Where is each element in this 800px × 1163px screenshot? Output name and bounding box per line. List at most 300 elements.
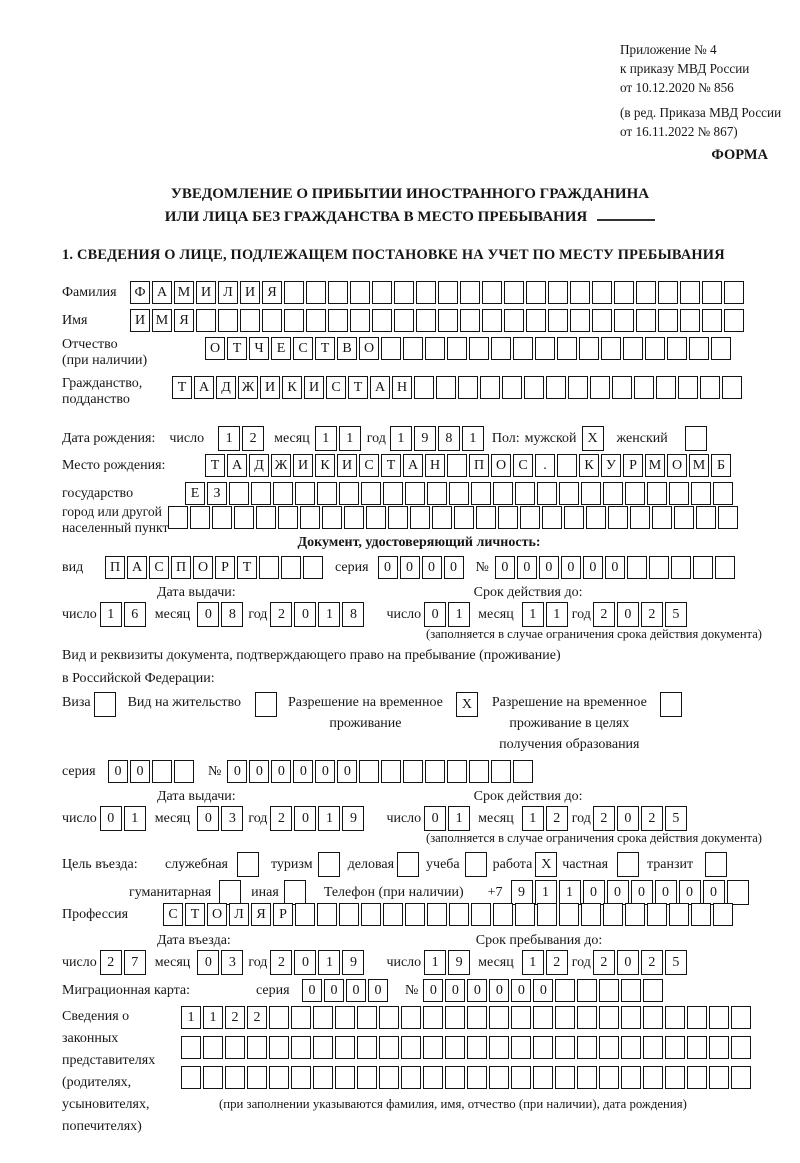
cell[interactable]: 2 — [242, 426, 264, 451]
cell[interactable] — [372, 309, 392, 332]
cell[interactable] — [665, 1006, 685, 1029]
cell[interactable]: К — [579, 454, 599, 477]
cell[interactable] — [617, 852, 639, 877]
cell[interactable]: М — [152, 309, 172, 332]
cell[interactable] — [388, 506, 408, 529]
stay-day-cells[interactable] — [424, 950, 470, 975]
cell[interactable] — [317, 482, 337, 505]
purpose-business-checkbox[interactable] — [397, 852, 419, 877]
cell[interactable]: 0 — [197, 602, 219, 627]
cell[interactable] — [643, 1006, 663, 1029]
cell[interactable] — [359, 760, 379, 783]
cell[interactable] — [403, 337, 423, 360]
cell[interactable]: Т — [185, 903, 205, 926]
cell[interactable]: 1 — [181, 1006, 201, 1029]
cell[interactable] — [680, 309, 700, 332]
cell[interactable]: Т — [237, 556, 257, 579]
cell[interactable] — [625, 903, 645, 926]
cell[interactable] — [709, 1036, 729, 1059]
cell[interactable] — [467, 1036, 487, 1059]
cell[interactable] — [322, 506, 342, 529]
cell[interactable] — [614, 281, 634, 304]
cell[interactable] — [432, 506, 452, 529]
cell[interactable]: 0 — [489, 979, 509, 1002]
cell[interactable] — [469, 760, 489, 783]
cell[interactable]: Р — [273, 903, 293, 926]
cell[interactable]: Л — [229, 903, 249, 926]
cell[interactable]: 1 — [535, 880, 557, 905]
cell[interactable]: Ж — [238, 376, 258, 399]
cell[interactable]: 9 — [511, 880, 533, 905]
purpose-work-checkbox[interactable] — [535, 852, 557, 877]
cell[interactable]: С — [326, 376, 346, 399]
cell[interactable]: П — [171, 556, 191, 579]
cell[interactable] — [702, 309, 722, 332]
cell[interactable] — [537, 903, 557, 926]
cell[interactable]: 0 — [583, 880, 605, 905]
cell[interactable]: 0 — [495, 556, 515, 579]
cell[interactable] — [665, 1036, 685, 1059]
doc-valid-year-cells[interactable] — [593, 602, 687, 627]
cell[interactable]: К — [282, 376, 302, 399]
cell[interactable] — [621, 979, 641, 1002]
cell[interactable] — [445, 1036, 465, 1059]
phone-cells[interactable] — [511, 880, 749, 905]
cell[interactable] — [564, 506, 584, 529]
cell[interactable] — [546, 376, 566, 399]
cell[interactable] — [381, 760, 401, 783]
cell[interactable]: 2 — [546, 806, 568, 831]
cell[interactable]: 1 — [100, 602, 122, 627]
cell[interactable]: 8 — [342, 602, 364, 627]
doc-valid-month-cells[interactable] — [522, 602, 568, 627]
cell[interactable]: 0 — [294, 602, 316, 627]
cell[interactable] — [621, 1066, 641, 1089]
cell[interactable] — [256, 506, 276, 529]
cell[interactable] — [555, 979, 575, 1002]
residence-permit-checkbox[interactable] — [255, 692, 277, 717]
cell[interactable] — [691, 903, 711, 926]
representatives-cells-2[interactable] — [181, 1036, 751, 1059]
cell[interactable]: У — [601, 454, 621, 477]
cell[interactable] — [335, 1006, 355, 1029]
cell[interactable] — [344, 506, 364, 529]
cell[interactable]: Т — [205, 454, 225, 477]
cell[interactable] — [300, 506, 320, 529]
cell[interactable] — [366, 506, 386, 529]
cell[interactable] — [520, 506, 540, 529]
cell[interactable] — [471, 903, 491, 926]
cell[interactable] — [427, 903, 447, 926]
cell[interactable] — [674, 506, 694, 529]
cell[interactable] — [313, 1036, 333, 1059]
cell[interactable] — [438, 309, 458, 332]
cell[interactable]: Т — [227, 337, 247, 360]
cell[interactable] — [652, 506, 672, 529]
cell[interactable]: Д — [249, 454, 269, 477]
visa-checkbox[interactable] — [94, 692, 116, 717]
cell[interactable]: 7 — [124, 950, 146, 975]
cell[interactable]: 8 — [438, 426, 460, 451]
cell[interactable] — [436, 376, 456, 399]
cell[interactable] — [317, 903, 337, 926]
cell[interactable] — [357, 1036, 377, 1059]
permit-number-cells[interactable] — [227, 760, 533, 783]
cell[interactable]: А — [403, 454, 423, 477]
permit-valid-day-cells[interactable] — [424, 806, 470, 831]
cell[interactable]: 2 — [641, 806, 663, 831]
edu-permit-checkbox[interactable] — [660, 692, 682, 717]
cell[interactable] — [291, 1036, 311, 1059]
cell[interactable]: 1 — [424, 950, 446, 975]
sex-male-checkbox[interactable] — [582, 426, 604, 451]
cell[interactable] — [458, 376, 478, 399]
entry-year-cells[interactable] — [270, 950, 364, 975]
cell[interactable] — [460, 309, 480, 332]
cell[interactable]: 0 — [607, 880, 629, 905]
cell[interactable]: 0 — [679, 880, 701, 905]
cell[interactable] — [700, 376, 720, 399]
cell[interactable] — [379, 1006, 399, 1029]
cell[interactable] — [350, 281, 370, 304]
cell[interactable] — [548, 281, 568, 304]
permit-issue-month-cells[interactable] — [197, 806, 243, 831]
cell[interactable] — [592, 281, 612, 304]
cell[interactable]: И — [293, 454, 313, 477]
purpose-humanitarian-checkbox[interactable] — [219, 880, 241, 905]
cell[interactable] — [491, 337, 511, 360]
cell[interactable]: Ф — [130, 281, 150, 304]
cell[interactable] — [727, 880, 749, 905]
cell[interactable]: 1 — [522, 950, 544, 975]
cell[interactable]: С — [149, 556, 169, 579]
cell[interactable] — [493, 903, 513, 926]
cell[interactable] — [281, 556, 301, 579]
cell[interactable] — [445, 1066, 465, 1089]
cell[interactable]: 0 — [424, 806, 446, 831]
cell[interactable]: 3 — [221, 806, 243, 831]
cell[interactable] — [394, 281, 414, 304]
birthplace-cells-3[interactable] — [168, 506, 738, 529]
cell[interactable] — [511, 1036, 531, 1059]
cell[interactable]: 0 — [368, 979, 388, 1002]
cell[interactable]: Е — [185, 482, 205, 505]
cell[interactable] — [612, 376, 632, 399]
cell[interactable] — [482, 309, 502, 332]
cell[interactable]: С — [163, 903, 183, 926]
cell[interactable]: 1 — [448, 806, 470, 831]
cell[interactable] — [669, 903, 689, 926]
permit-issue-day-cells[interactable] — [100, 806, 146, 831]
patronymic-cells[interactable] — [205, 337, 731, 360]
cell[interactable] — [313, 1006, 333, 1029]
cell[interactable]: 0 — [561, 556, 581, 579]
cell[interactable] — [447, 760, 467, 783]
cell[interactable]: 0 — [227, 760, 247, 783]
birthplace-cells-2[interactable] — [185, 482, 733, 505]
cell[interactable]: 0 — [583, 556, 603, 579]
purpose-private-checkbox[interactable] — [617, 852, 639, 877]
cell[interactable]: Р — [623, 454, 643, 477]
cell[interactable]: Н — [392, 376, 412, 399]
cell[interactable]: 0 — [294, 950, 316, 975]
cell[interactable] — [94, 692, 116, 717]
birth-month-cells[interactable] — [315, 426, 361, 451]
cell[interactable]: М — [645, 454, 665, 477]
cell[interactable] — [656, 376, 676, 399]
cell[interactable]: 2 — [225, 1006, 245, 1029]
cell[interactable] — [291, 1066, 311, 1089]
cell[interactable]: 0 — [271, 760, 291, 783]
cell[interactable] — [259, 556, 279, 579]
cell[interactable]: 1 — [522, 806, 544, 831]
cell[interactable] — [592, 309, 612, 332]
cell[interactable] — [731, 1006, 751, 1029]
permit-series-cells[interactable] — [108, 760, 194, 783]
cell[interactable] — [627, 556, 647, 579]
cell[interactable] — [284, 309, 304, 332]
birth-year-cells[interactable] — [390, 426, 484, 451]
cell[interactable]: 0 — [617, 806, 639, 831]
cell[interactable]: 0 — [617, 602, 639, 627]
permit-valid-year-cells[interactable] — [593, 806, 687, 831]
cell[interactable]: 1 — [318, 602, 340, 627]
cell[interactable]: 0 — [324, 979, 344, 1002]
cell[interactable] — [649, 556, 669, 579]
cell[interactable] — [397, 852, 419, 877]
cell[interactable] — [427, 482, 447, 505]
cell[interactable] — [581, 903, 601, 926]
cell[interactable] — [559, 482, 579, 505]
cell[interactable] — [291, 1006, 311, 1029]
purpose-transit-checkbox[interactable] — [705, 852, 727, 877]
cell[interactable]: А — [127, 556, 147, 579]
cell[interactable]: 0 — [424, 602, 446, 627]
sex-female-checkbox[interactable] — [685, 426, 707, 451]
cell[interactable] — [465, 852, 487, 877]
cell[interactable] — [372, 281, 392, 304]
cell[interactable] — [339, 482, 359, 505]
cell[interactable] — [383, 903, 403, 926]
cell[interactable]: И — [130, 309, 150, 332]
cell[interactable] — [731, 1036, 751, 1059]
cell[interactable]: 0 — [130, 760, 150, 783]
cell[interactable] — [339, 903, 359, 926]
cell[interactable]: 1 — [218, 426, 240, 451]
cell[interactable]: 0 — [249, 760, 269, 783]
cell[interactable] — [599, 1036, 619, 1059]
cell[interactable] — [586, 506, 606, 529]
cell[interactable]: М — [174, 281, 194, 304]
cell[interactable]: И — [196, 281, 216, 304]
cell[interactable] — [696, 506, 716, 529]
cell[interactable] — [423, 1066, 443, 1089]
cell[interactable] — [410, 506, 430, 529]
cell[interactable]: 0 — [294, 806, 316, 831]
entry-month-cells[interactable] — [197, 950, 243, 975]
cell[interactable]: А — [152, 281, 172, 304]
cell[interactable] — [678, 376, 698, 399]
cell[interactable]: И — [304, 376, 324, 399]
cell[interactable]: А — [370, 376, 390, 399]
cell[interactable] — [476, 506, 496, 529]
cell[interactable] — [313, 1066, 333, 1089]
cell[interactable] — [643, 1066, 663, 1089]
cell[interactable] — [174, 760, 194, 783]
cell[interactable] — [581, 482, 601, 505]
cell[interactable]: 0 — [517, 556, 537, 579]
cell[interactable]: 2 — [593, 602, 615, 627]
cell[interactable]: Я — [174, 309, 194, 332]
cell[interactable] — [240, 309, 260, 332]
cell[interactable]: 0 — [197, 806, 219, 831]
cell[interactable] — [383, 482, 403, 505]
cell[interactable] — [469, 337, 489, 360]
cell[interactable] — [603, 482, 623, 505]
cell[interactable] — [715, 556, 735, 579]
cell[interactable]: 1 — [390, 426, 412, 451]
cell[interactable] — [445, 1006, 465, 1029]
cell[interactable] — [526, 281, 546, 304]
cell[interactable]: 1 — [124, 806, 146, 831]
cell[interactable]: О — [207, 903, 227, 926]
cell[interactable] — [416, 309, 436, 332]
cell[interactable] — [658, 281, 678, 304]
cell[interactable] — [557, 454, 577, 477]
cell[interactable] — [403, 760, 423, 783]
cell[interactable] — [680, 281, 700, 304]
cell[interactable]: Т — [172, 376, 192, 399]
cell[interactable]: Е — [271, 337, 291, 360]
cell[interactable]: С — [359, 454, 379, 477]
cell[interactable]: 2 — [593, 950, 615, 975]
cell[interactable]: 2 — [270, 950, 292, 975]
cell[interactable] — [219, 880, 241, 905]
doc-kind-cells[interactable] — [105, 556, 323, 579]
cell[interactable]: 0 — [315, 760, 335, 783]
cell[interactable] — [555, 1006, 575, 1029]
birthplace-cells-1[interactable] — [205, 454, 731, 477]
cell[interactable] — [212, 506, 232, 529]
cell[interactable]: 0 — [346, 979, 366, 1002]
cell[interactable]: . — [535, 454, 555, 477]
cell[interactable] — [405, 903, 425, 926]
doc-valid-day-cells[interactable] — [424, 602, 470, 627]
cell[interactable] — [513, 760, 533, 783]
cell[interactable]: 2 — [100, 950, 122, 975]
cell[interactable]: 1 — [315, 426, 337, 451]
cell[interactable]: 5 — [665, 950, 687, 975]
representatives-cells-3[interactable] — [181, 1066, 751, 1089]
cell[interactable] — [318, 852, 340, 877]
migration-number-cells[interactable] — [423, 979, 663, 1002]
cell[interactable] — [303, 556, 323, 579]
cell[interactable] — [709, 1006, 729, 1029]
cell[interactable] — [718, 506, 738, 529]
cell[interactable] — [599, 1006, 619, 1029]
cell[interactable]: Т — [348, 376, 368, 399]
cell[interactable] — [647, 482, 667, 505]
cell[interactable] — [425, 337, 445, 360]
cell[interactable] — [537, 482, 557, 505]
cell[interactable] — [447, 454, 467, 477]
cell[interactable] — [480, 376, 500, 399]
cell[interactable] — [557, 337, 577, 360]
cell[interactable]: 2 — [593, 806, 615, 831]
cell[interactable]: 0 — [423, 979, 443, 1002]
cell[interactable] — [203, 1066, 223, 1089]
cell[interactable]: 6 — [124, 602, 146, 627]
cell[interactable] — [548, 309, 568, 332]
cell[interactable] — [489, 1006, 509, 1029]
cell[interactable] — [630, 506, 650, 529]
cell[interactable] — [603, 903, 623, 926]
cell[interactable] — [489, 1036, 509, 1059]
cell[interactable] — [471, 482, 491, 505]
cell[interactable]: 1 — [203, 1006, 223, 1029]
cell[interactable]: 2 — [270, 806, 292, 831]
cell[interactable] — [306, 309, 326, 332]
cell[interactable] — [555, 1036, 575, 1059]
cell[interactable] — [425, 760, 445, 783]
cell[interactable]: Я — [251, 903, 271, 926]
cell[interactable]: X — [582, 426, 604, 451]
cell[interactable] — [599, 1066, 619, 1089]
cell[interactable] — [381, 337, 401, 360]
cell[interactable] — [335, 1066, 355, 1089]
cell[interactable]: 0 — [100, 806, 122, 831]
cell[interactable] — [568, 376, 588, 399]
cell[interactable] — [482, 281, 502, 304]
cell[interactable] — [278, 506, 298, 529]
cell[interactable]: З — [207, 482, 227, 505]
doc-issue-year-cells[interactable] — [270, 602, 364, 627]
cell[interactable]: 0 — [337, 760, 357, 783]
representatives-cells-1[interactable] — [181, 1006, 751, 1029]
cell[interactable]: X — [535, 852, 557, 877]
cell[interactable] — [357, 1066, 377, 1089]
cell[interactable] — [438, 281, 458, 304]
cell[interactable]: Т — [315, 337, 335, 360]
cell[interactable]: 1 — [339, 426, 361, 451]
cell[interactable]: 9 — [342, 950, 364, 975]
cell[interactable] — [511, 1066, 531, 1089]
cell[interactable]: 0 — [605, 556, 625, 579]
cell[interactable] — [535, 337, 555, 360]
cell[interactable] — [691, 482, 711, 505]
cell[interactable] — [225, 1066, 245, 1089]
purpose-official-checkbox[interactable] — [237, 852, 259, 877]
cell[interactable] — [295, 903, 315, 926]
cell[interactable] — [515, 482, 535, 505]
cell[interactable] — [467, 1006, 487, 1029]
cell[interactable] — [634, 376, 654, 399]
cell[interactable] — [401, 1036, 421, 1059]
cell[interactable] — [687, 1006, 707, 1029]
cell[interactable] — [489, 1066, 509, 1089]
stay-month-cells[interactable] — [522, 950, 568, 975]
cell[interactable] — [335, 1036, 355, 1059]
stay-year-cells[interactable] — [593, 950, 687, 975]
cell[interactable] — [513, 337, 533, 360]
cell[interactable] — [251, 482, 271, 505]
purpose-other-checkbox[interactable] — [284, 880, 306, 905]
cell[interactable] — [577, 1066, 597, 1089]
entry-day-cells[interactable] — [100, 950, 146, 975]
cell[interactable]: 0 — [400, 556, 420, 579]
cell[interactable]: Ж — [271, 454, 291, 477]
cell[interactable] — [577, 979, 597, 1002]
